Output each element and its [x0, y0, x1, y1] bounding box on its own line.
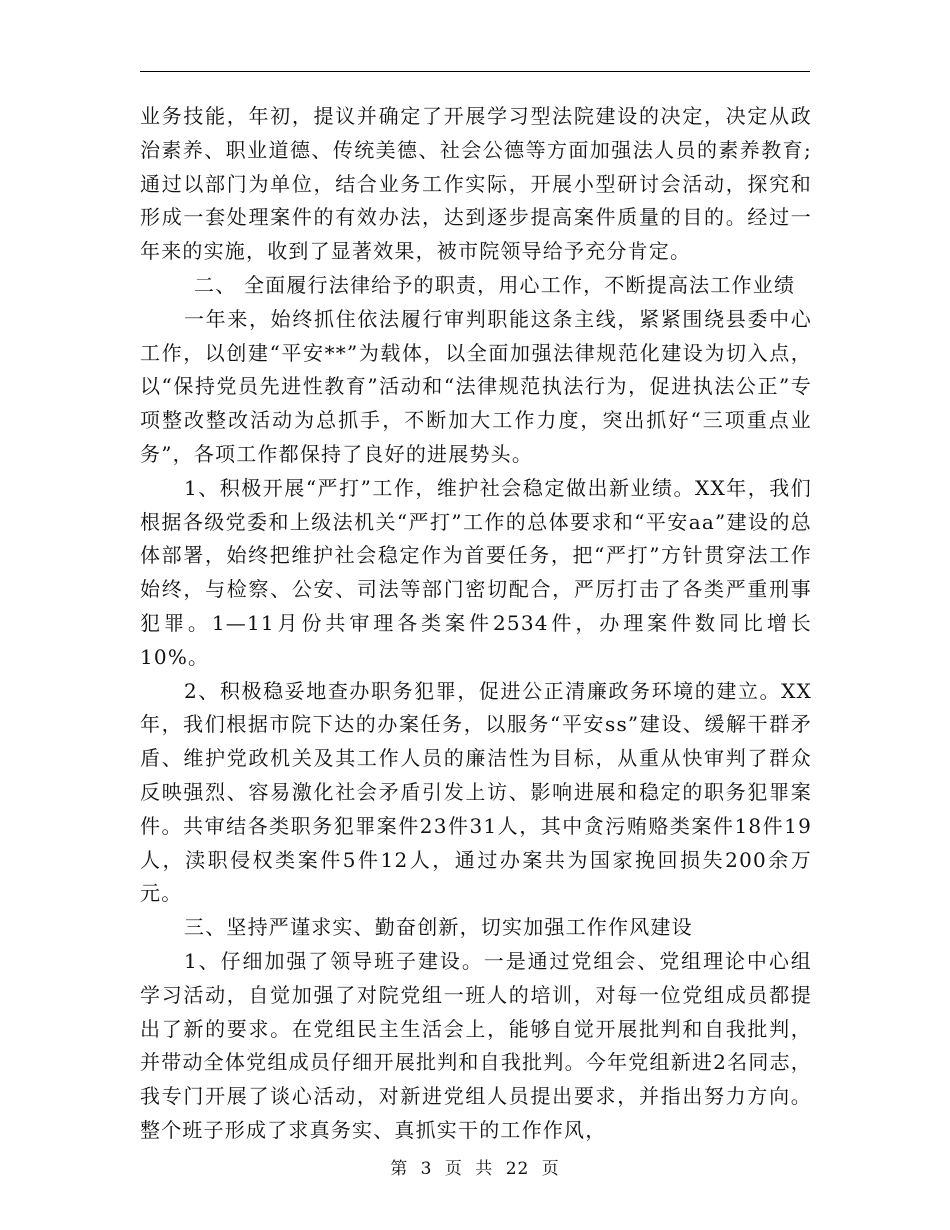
footer-total-pages: 22	[505, 1159, 530, 1179]
paragraph-continuation: 业务技能，年初，提议并确定了开展学习型法院建设的决定，决定从政治素养、职业道德、传统美德、社会公德等方面加强法人员的素养教育;通过以部门为单位，结合业务工作实际，开展小型研讨会活动，探究和形成一套处理案件的有效办法，达到逐步提高案件质量的目的。经过一年来的实施，收到了显著效果，被市院领导给予充分肯定。	[140, 104, 812, 264]
paragraph: 2、积极稳妥地查办职务犯罪，促进公正清廉政务环境的建立。XX年，我们根据市院下达的办案任务，以服务“平安ss”建设、缓解干群矛盾、维护党政机关及其工作人员的廉洁性为目标，从重从快审判了群众反映强烈、容易激化社会矛盾引发上访、影响进展和稳定的职务犯罪案件。共审结各类职务犯罪案件23件31人，其中贪污贿赂类案件18件19人，渎职侵权类案件5件12人，通过办案共为国家挽回损失200余万元。	[140, 678, 812, 906]
section-heading-3: 三、坚持严谨求实、勤奋创新，切实加强工作作风建设	[184, 915, 693, 940]
document-body	[140, 100, 812, 1148]
section-heading-2: 二、 全面履行法律给予的职责，用心工作，不断提高法工作业绩	[194, 272, 796, 297]
page-footer	[0, 1154, 950, 1179]
footer-prefix: 第	[390, 1159, 409, 1179]
footer-suffix: 页	[541, 1159, 560, 1179]
footer-total-word: 共	[475, 1159, 494, 1179]
footer-page-word: 页	[444, 1159, 463, 1179]
paragraph: 1、积极开展“严打”工作，维护社会稳定做出新业绩。XX年，我们根据各级党委和上级法机关“严打”工作的总体要求和“平安aa”建设的总体部署，始终把维护社会稳定作为首要任务，把“严打”方针贯穿法工作始终，与检察、公安、司法等部门密切配合，严厉打击了各类严重刑事犯罪。1—11月份共审理各类案件2534件，办理案件数同比增长10%。	[140, 475, 812, 669]
paragraph: 一年来，始终抓住依法履行审判职能这条主线，紧紧围绕县委中心工作，以创建“平安**”为载体，以全面加强法律规范化建设为切入点，以“保持党员先进性教育”活动和“法律规范执法行为，促进执法公正”专项整改整改活动为总抓手，不断加大工作力度，突出抓好“三项重点业务”，各项工作都保持了良好的进展势头。	[140, 306, 812, 466]
header-rule	[140, 71, 810, 72]
footer-page-number: 3	[420, 1159, 433, 1179]
paragraph: 1、仔细加强了领导班子建设。一是通过党组会、党组理论中心组学习活动，自觉加强了对院党组一班人的培训，对每一位党组成员都提出了新的要求。在党组民主生活会上，能够自觉开展批判和自我批判，并带动全体党组成员仔细开展批判和自我批判。今年党组新进2名同志，我专门开展了谈心活动，对新进党组人员提出要求，并指出努力方向。整个班子形成了求真务实、真抓实干的工作作风，	[140, 948, 812, 1142]
